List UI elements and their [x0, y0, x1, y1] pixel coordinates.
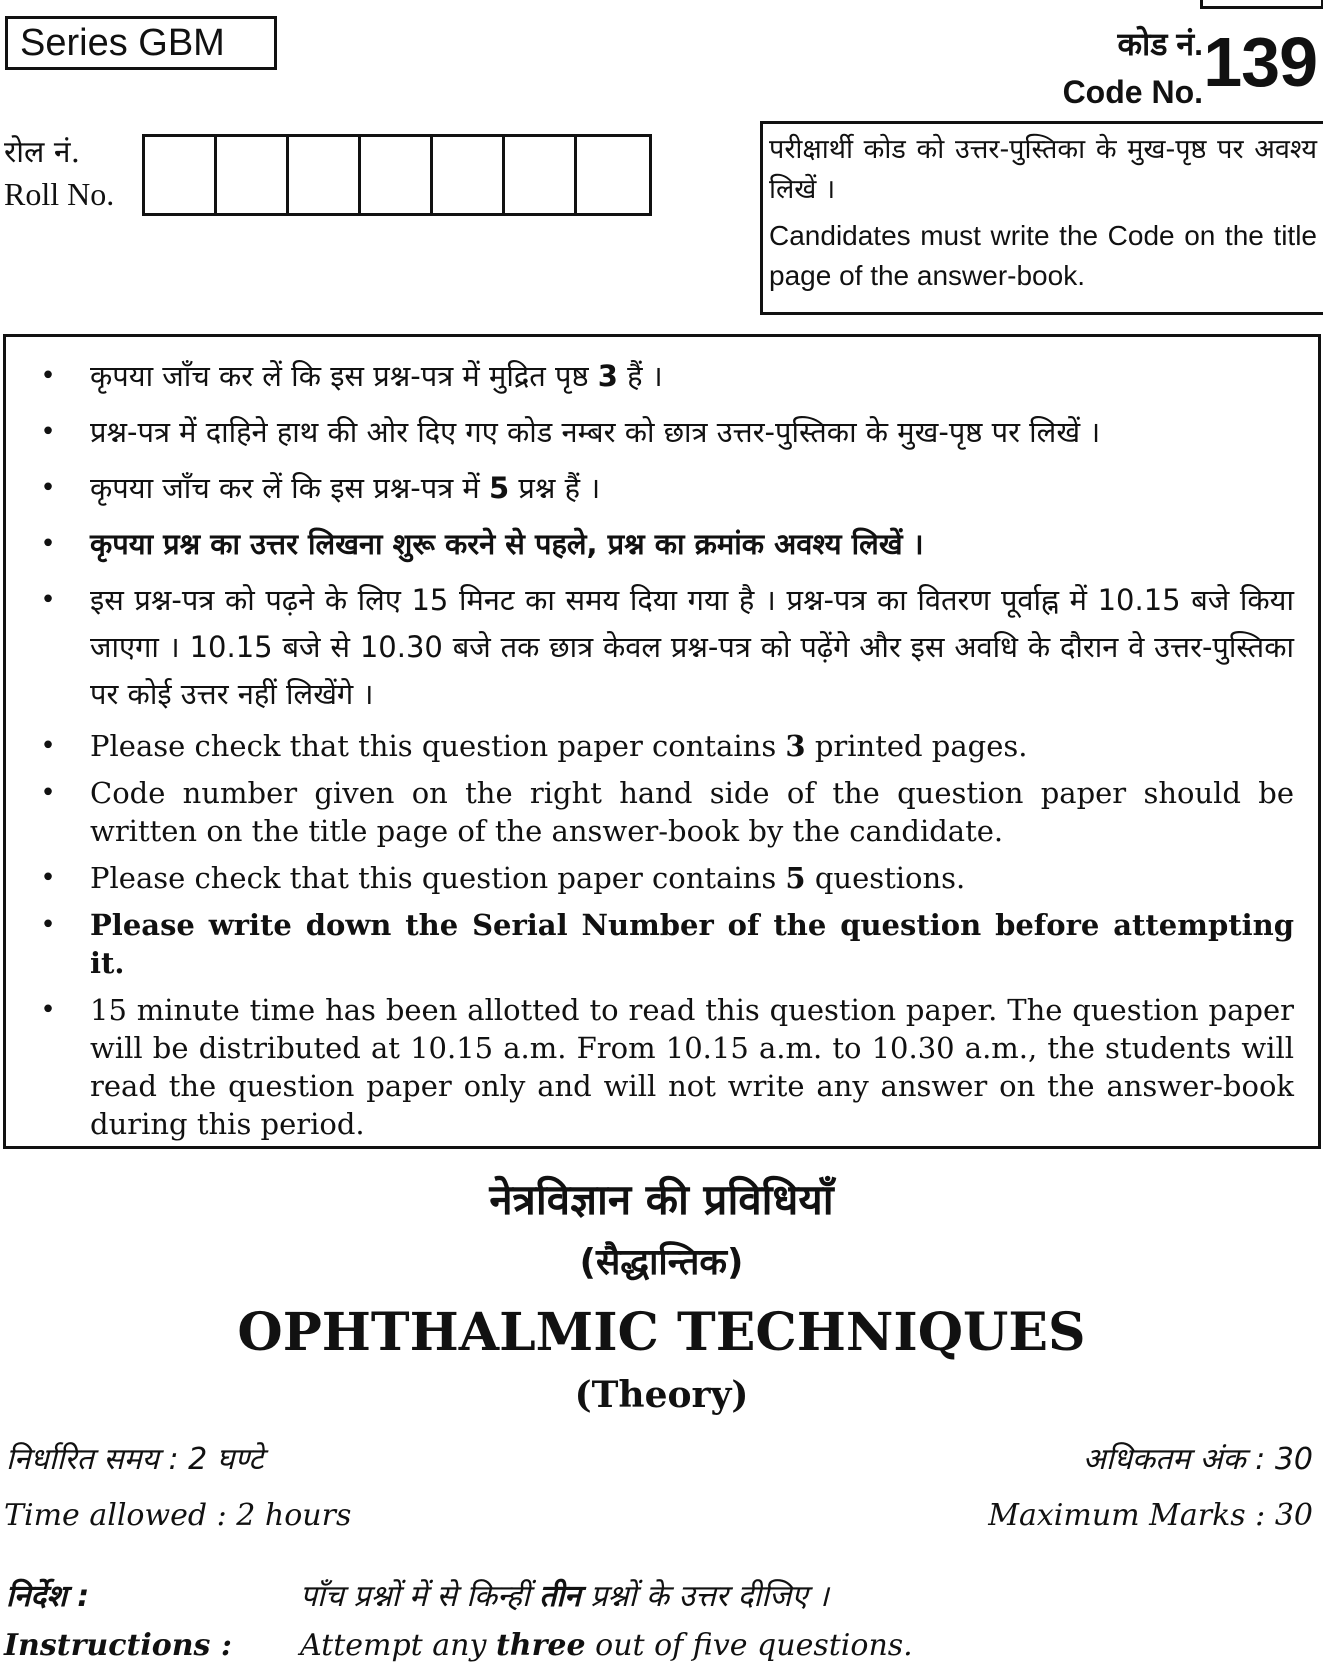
code-note-english: Candidates must write the Code on the title page of the answer-book. — [769, 220, 1317, 291]
directions-english — [300, 1628, 913, 1663]
bullet-icon: • — [40, 863, 56, 893]
subtitle-hindi: (सैद्धान्तिक) — [579, 1242, 744, 1283]
directions-hindi-post: प्रश्नों के उत्तर दीजिए । — [580, 1579, 829, 1614]
instruction-text-post: प्रश्न हैं । — [509, 471, 601, 505]
instruction-item — [6, 991, 1294, 1143]
roll-label-english: Roll No. — [4, 176, 115, 212]
instruction-text-bold: 5 — [488, 471, 510, 505]
instruction-item — [6, 577, 1294, 718]
instruction-text — [90, 727, 1294, 765]
directions-hindi-pre: पाँच प्रश्नों में से किन्हीं — [300, 1579, 540, 1614]
code-note-box — [760, 121, 1323, 315]
instruction-text-bold: Please write down the Serial Number of the question before attempting it. — [90, 908, 1294, 980]
title-english: OPHTHALMIC TECHNIQUES — [237, 1302, 1086, 1363]
code-label-english: Code No. — [1062, 74, 1203, 110]
bullet-icon: • — [40, 731, 56, 761]
directions-english-pre: Attempt any — [300, 1628, 496, 1663]
instruction-text-pre: Code number given on the right hand side of the question paper should be written on the title page of the answer-book by the candidate. — [90, 776, 1294, 848]
instruction-text — [90, 353, 1294, 400]
code-number: 139 — [1203, 23, 1317, 101]
directions-hindi — [300, 1574, 829, 1615]
roll-number-digit-box[interactable] — [433, 137, 505, 213]
roll-number-digit-box[interactable] — [361, 137, 433, 213]
roll-number-digit-box[interactable] — [217, 137, 289, 213]
directions-english-post: out of five questions. — [585, 1628, 913, 1663]
instruction-item — [6, 353, 1294, 400]
time-allowed-hindi: निर्धारित समय : 2 घण्टे — [6, 1442, 264, 1477]
code-label-hindi: कोड नं. — [1117, 26, 1203, 62]
title-hindi: नेत्रविज्ञान की प्रविधियाँ — [489, 1175, 834, 1224]
instruction-text-bold: 3 — [785, 729, 806, 763]
top-border-mark — [1200, 0, 1323, 9]
instruction-text-pre: कृपया जाँच कर लें कि इस प्रश्न-पत्र में — [90, 471, 489, 505]
bullet-icon: • — [40, 417, 56, 447]
instruction-text-bold: कृपया प्रश्न का उत्तर लिखना शुरू करने से पहले, प्रश्न का क्रमांक अवश्य लिखें । — [90, 527, 924, 561]
roll-number-boxes[interactable] — [142, 134, 652, 216]
instruction-item — [6, 859, 1294, 897]
instruction-text — [90, 409, 1294, 456]
instruction-text-post: हैं । — [617, 359, 663, 393]
instruction-text — [90, 906, 1294, 982]
instruction-text — [90, 465, 1294, 512]
instruction-text-pre: Please check that this question paper contains — [90, 861, 786, 895]
directions-hindi-bold: तीन — [539, 1579, 581, 1614]
instruction-item — [6, 409, 1294, 456]
instruction-text — [90, 991, 1294, 1143]
instruction-text — [90, 774, 1294, 850]
instruction-text-pre: 15 minute time has been allotted to read this question paper. The question paper will be distributed at 10.15 a.m. From 10.15 a.m. to 10.30 a.m., the students will read the question paper only and will not write any answer on the answer-book during this period. — [90, 993, 1294, 1141]
instruction-text-post: printed pages. — [805, 729, 1028, 763]
subtitle-english: (Theory) — [574, 1374, 749, 1416]
instruction-text — [90, 577, 1294, 718]
roll-number-digit-box[interactable] — [289, 137, 361, 213]
series-label: Series GBM — [5, 16, 277, 70]
instruction-text — [90, 859, 1294, 897]
directions-label-english: Instructions : — [4, 1628, 232, 1663]
instruction-item — [6, 774, 1294, 850]
instruction-text-bold: 3 — [597, 359, 618, 393]
bullet-icon: • — [40, 995, 56, 1025]
instruction-text-pre: इस प्रश्न-पत्र को पढ़ने के लिए 15 मिनट का समय दिया गया है । प्रश्न-पत्र का वितरण पूर्वाह्न में 10.15 बजे किया जाएगा । 10.15 बजे से 10.30 बजे तक छात्र केवल प्रश्न-पत्र को पढ़ेंगे और इस अवधि के दौरान वे उत्तर-पुस्तिका पर कोई उत्तर नहीं लिखेंगे । — [90, 583, 1294, 711]
instruction-item — [6, 465, 1294, 512]
bullet-icon: • — [40, 778, 56, 808]
time-allowed-english: Time allowed : 2 hours — [4, 1498, 352, 1533]
instruction-text — [90, 521, 1294, 568]
bullet-icon: • — [40, 361, 56, 391]
instruction-item — [6, 727, 1294, 765]
instruction-text-pre: कृपया जाँच कर लें कि इस प्रश्न-पत्र में मुद्रित पृष्ठ — [90, 359, 598, 393]
instruction-text-pre: Please check that this question paper contains — [90, 729, 786, 763]
roll-number-digit-box[interactable] — [505, 137, 577, 213]
roll-number-digit-box[interactable] — [577, 137, 649, 213]
instruction-text-pre: प्रश्न-पत्र में दाहिने हाथ की ओर दिए गए कोड नम्बर को छात्र उत्तर-पुस्तिका के मुख-पृष्ठ पर लिखें । — [90, 415, 1101, 449]
bullet-icon: • — [40, 585, 56, 615]
instruction-text-bold: 5 — [785, 861, 806, 895]
roll-number-digit-box[interactable] — [145, 137, 217, 213]
instructions-list — [6, 353, 1294, 1143]
bullet-icon: • — [40, 910, 56, 940]
bullet-icon: • — [40, 529, 56, 559]
directions-label-hindi: निर्देश : — [6, 1579, 90, 1614]
roll-label-hindi: रोल नं. — [4, 135, 81, 170]
directions-english-bold: three — [495, 1628, 586, 1663]
max-marks-hindi: अधिकतम अंक : 30 — [1082, 1442, 1313, 1477]
max-marks-english: Maximum Marks : 30 — [988, 1498, 1313, 1533]
instruction-text-post: questions. — [805, 861, 966, 895]
bullet-icon: • — [40, 473, 56, 503]
code-note-hindi: परीक्षार्थी कोड को उत्तर-पुस्तिका के मुख-पृष्ठ पर अवश्य लिखें । — [769, 134, 1317, 205]
general-instructions-box — [3, 334, 1321, 1149]
instruction-item — [6, 521, 1294, 568]
instruction-item — [6, 906, 1294, 982]
